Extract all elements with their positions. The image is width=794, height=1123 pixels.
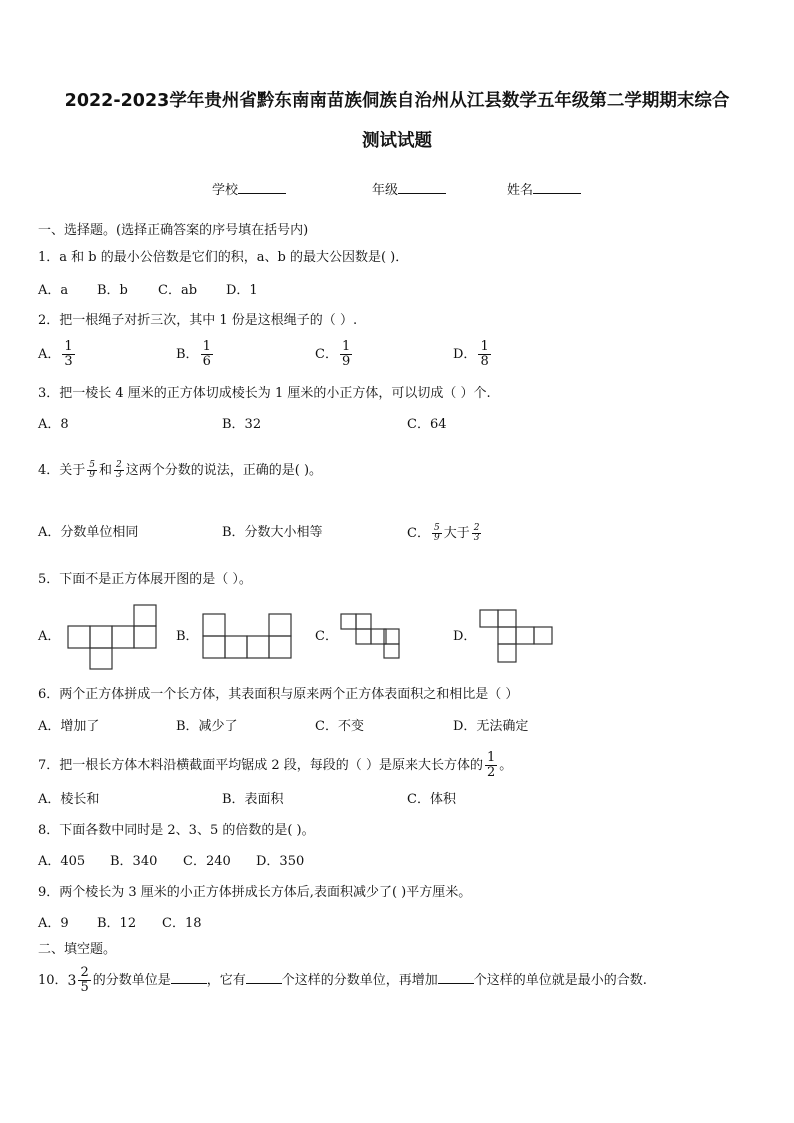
q8-option-b[interactable]: B．340 (110, 854, 158, 869)
q2-option-c[interactable] (315, 340, 354, 369)
q4-fraction-2: $\frac{2}{3}$ (116, 460, 122, 480)
q5-option-a-net-diagram[interactable] (66, 604, 160, 670)
q10-blank-1[interactable] (171, 971, 207, 984)
q7-option-b[interactable]: B．表面积 (222, 792, 284, 807)
q5-option-d-net-diagram[interactable] (478, 608, 554, 664)
q1-option-b[interactable]: B．b (97, 283, 128, 298)
q9-option-b[interactable]: B．12 (97, 916, 137, 931)
q9-option-c[interactable]: C．18 (162, 916, 202, 931)
section-fill-heading: 二、填空题。 (38, 942, 117, 957)
question-6-text: 6．两个正方体拼成一个长方体，其表面积与原来两个正方体表面积之和相比是（ ） (38, 687, 519, 702)
q10-blank-2[interactable] (246, 971, 282, 984)
q1-option-d[interactable]: D．1 (226, 283, 258, 298)
question-8-text: 8．下面各数中同时是 2、3、5 的倍数的是( )。 (38, 823, 315, 838)
q2-option-d-fraction: $\frac{1}{8}$ (480, 339, 489, 369)
q5-option-b-label[interactable]: B． (176, 629, 199, 644)
grade-blank[interactable] (398, 181, 446, 194)
q7-option-c[interactable]: C．体积 (407, 792, 456, 807)
question-3-text: 3．把一棱长 4 厘米的正方体切成棱长为 1 厘米的小正方体，可以切成（ ）个. (38, 386, 491, 401)
q4-option-c-fraction-2: $\frac{2}{3}$ (473, 523, 480, 543)
school-field (212, 181, 286, 200)
question-1-text: 1．a 和 b 的最小公倍数是它们的积，a、b 的最大公因数是( )． (38, 250, 409, 265)
q2-option-c-fraction: $\frac{1}{9}$ (341, 339, 351, 369)
question-2-text: 2．把一根绳子对折三次，其中 1 份是这根绳子的（ ）. (38, 313, 358, 328)
exam-title-line2: 测试试题 (362, 131, 432, 151)
school-label: 学校 (212, 183, 239, 198)
question-9-text: 9．两个棱长为 3 厘米的小正方体拼成长方体后,表面积减少了( )平方厘米。 (38, 885, 472, 900)
q5-option-c-label[interactable]: C． (315, 629, 338, 644)
q6-option-d[interactable]: D．无法确定 (453, 719, 529, 734)
q3-option-c[interactable]: C．64 (407, 417, 447, 432)
q2-option-a-label: A． (38, 347, 61, 362)
q5-option-b-net-diagram[interactable] (201, 612, 295, 660)
q7-fraction: $\frac{1}{2}$ (486, 750, 496, 780)
q2-option-c-label: C． (315, 347, 338, 362)
q10-mixed-number-whole: 3 (67, 972, 77, 989)
name-blank[interactable] (533, 181, 581, 194)
q8-option-c[interactable]: C．240 (183, 854, 231, 869)
school-blank[interactable] (238, 181, 286, 194)
q4-option-a[interactable]: A．分数单位相同 (38, 525, 139, 540)
q1-option-a[interactable]: A．a (38, 283, 69, 298)
q10-blank-3[interactable] (438, 971, 474, 984)
q8-option-d[interactable]: D．350 (256, 854, 305, 869)
q6-option-a[interactable]: A．增加了 (38, 719, 100, 734)
q3-option-a[interactable]: A．8 (38, 417, 69, 432)
q4-option-c-fraction-1: $\frac{5}{9}$ (433, 523, 440, 543)
q4-option-b[interactable]: B．分数大小相等 (222, 525, 323, 540)
q2-option-d[interactable] (453, 340, 493, 369)
q5-option-d-label[interactable]: D． (453, 629, 477, 644)
name-field (507, 181, 581, 200)
q7-option-a[interactable]: A．棱长和 (38, 792, 100, 807)
q4-fraction-1: $\frac{5}{9}$ (89, 460, 96, 480)
grade-field (372, 181, 446, 200)
q2-option-b-fraction: $\frac{1}{6}$ (202, 339, 211, 369)
q1-option-c[interactable]: C．ab (158, 283, 198, 298)
q2-option-d-label: D． (453, 347, 477, 362)
q6-option-c[interactable]: C．不变 (315, 719, 364, 734)
q8-option-a[interactable]: A．405 (38, 854, 86, 869)
name-label: 姓名 (507, 183, 534, 198)
q6-option-b[interactable]: B．减少了 (176, 719, 238, 734)
exam-title-line1: 2022-2023学年贵州省黔东南南苗族侗族自治州从江县数学五年级第二学期期末综合 (64, 91, 730, 111)
q2-option-b[interactable] (176, 340, 215, 369)
q2-option-a[interactable] (38, 340, 77, 369)
q5-option-a-label[interactable]: A． (38, 629, 61, 644)
q10-mixed-number-fraction: $\frac{2}{5}$ (80, 965, 89, 995)
question-7-text: 7．把一根长方体木料沿横截面平均锯成 2 段，每段的（ ）是原来大长方体的 $\frac{1}{2}$ 。 (38, 750, 513, 780)
q5-option-c-net-diagram[interactable] (339, 612, 401, 660)
question-10-text: 10．3 $\frac{2}{5}$ 的分数单位是 ，它有 个这样的分数单位，再增加 个这样的单位就是最小的合数. (38, 965, 647, 995)
question-5-text: 5．下面不是正方体展开图的是（ ）。 (38, 572, 252, 587)
q2-option-a-fraction: $\frac{1}{3}$ (64, 339, 73, 369)
q9-option-a[interactable]: A．9 (38, 916, 69, 931)
grade-label: 年级 (372, 183, 399, 198)
section-choice-heading: 一、选择题。(选择正确答案的序号填在括号内) (38, 223, 309, 238)
q2-option-b-label: B． (176, 347, 199, 362)
question-4-text: 4．关于 $\frac{5}{9}$ 和 $\frac{2}{3}$ 这两个分数的说法，正确的是( )。 (38, 460, 323, 480)
q4-option-c[interactable]: C． $\frac{5}{9}$ 大于 $\frac{2}{3}$ (407, 523, 480, 543)
q3-option-b[interactable]: B．32 (222, 417, 262, 432)
